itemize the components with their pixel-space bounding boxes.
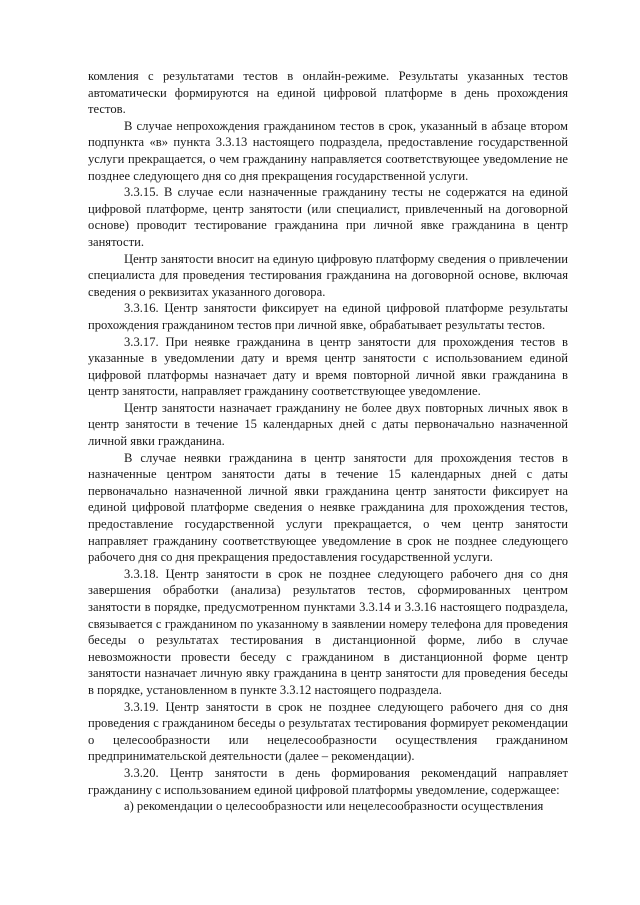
- paragraph-3-3-16: 3.3.16. Центр занятости фиксирует на единой цифровой платформе результаты прохождения гражданином тестов при личной явке, обрабатывает результаты тестов.: [88, 301, 568, 332]
- paragraph-8: В случае неявки гражданина в центр занятости для прохождения тестов в назначенные центром занятости даты в течение 15 календарных дней с даты первоначально назначенной личной явки гражданина центр занятости фиксирует на единой цифровой платформе сведения о неявке гражданина для прохождения тестов, предоставление государственной услуги прекращается, о чем центр занятости направляет гражданину соответствующее уведомление в срок не позднее следующего рабочего дня со дня прекращения предоставления государственной услуги.: [88, 450, 568, 565]
- paragraph-1: комления с результатами тестов в онлайн-режиме. Результаты указанных тестов автоматически формируются на единой цифровой платформе в день прохождения тестов.: [88, 69, 568, 117]
- paragraph-item-a: а) рекомендации о целесообразности или нецелесообразности осуществления: [124, 799, 544, 814]
- paragraph-3-3-18: 3.3.18. Центр занятости в срок не позднее следующего рабочего дня со дня завершения обработки (анализа) результатов тестов, сформированных центром занятости в порядке, предусмотренном пунктами 3.3.14 и 3.3.16 настоящего подраздела, связывается с гражданином по указанному в заявлении номеру телефона для проведения беседы о результатах тестирования в дистанционной форме, либо в случае невозможности провести беседу с гражданином в дистанционной форме центр занятости назначает личную явку гражданина в центр занятости для проведения беседы в порядке, установленном в пункте 3.3.12 настоящего подраздела.: [88, 566, 568, 697]
- paragraph-3-3-15: 3.3.15. В случае если назначенные гражданину тесты не содержатся на единой цифровой платформе, центр занятости (или специалист, привлеченный на договорной основе) проводит тестирование гражданина при личной явке гражданина в центр занятости.: [88, 185, 568, 249]
- paragraph-3-3-20: 3.3.20. Центр занятости в день формирования рекомендаций направляет гражданину с использованием единой цифровой платформы уведомление, содержащее:: [88, 765, 568, 797]
- paragraph-4: Центр занятости вносит на единую цифровую платформу сведения о привлечении специалиста для проведения тестирования гражданина на договорной основе, включая сведения о реквизитах указанного договора.: [88, 251, 568, 299]
- paragraph-7: Центр занятости назначает гражданину не более двух повторных личных явок в центр занятости в течение 15 календарных дней с даты первоначально назначенной личной явки гражданина.: [88, 400, 568, 449]
- paragraph-3-3-19: 3.3.19. Центр занятости в срок не позднее следующего рабочего дня со дня проведения с гражданином беседы о результатах тестирования формирует рекомендации о целесообразности или нецелесообразности осуществления гражданином предпринимательской деятельности (далее – рекомендации).: [88, 699, 568, 764]
- document-body: [88, 68, 568, 815]
- paragraph-3-3-17: 3.3.17. При неявке гражданина в центр занятости для прохождения тестов в указанные в уведомлении дату и время центр занятости с использованием единой цифровой платформы назначает дату и время повторной личной явки гражданина в центр занятости, направляет гражданину соответствующее уведомление.: [88, 334, 568, 399]
- paragraph-2: В случае непрохождения гражданином тестов в срок, указанный в абзаце втором подпункта «в» пункта 3.3.13 настоящего подраздела, предоставление государственной услуги прекращается, о чем гражданину направляется соответствующее уведомление не позднее следующего дня со дня прекращения государственной услуги.: [88, 118, 568, 183]
